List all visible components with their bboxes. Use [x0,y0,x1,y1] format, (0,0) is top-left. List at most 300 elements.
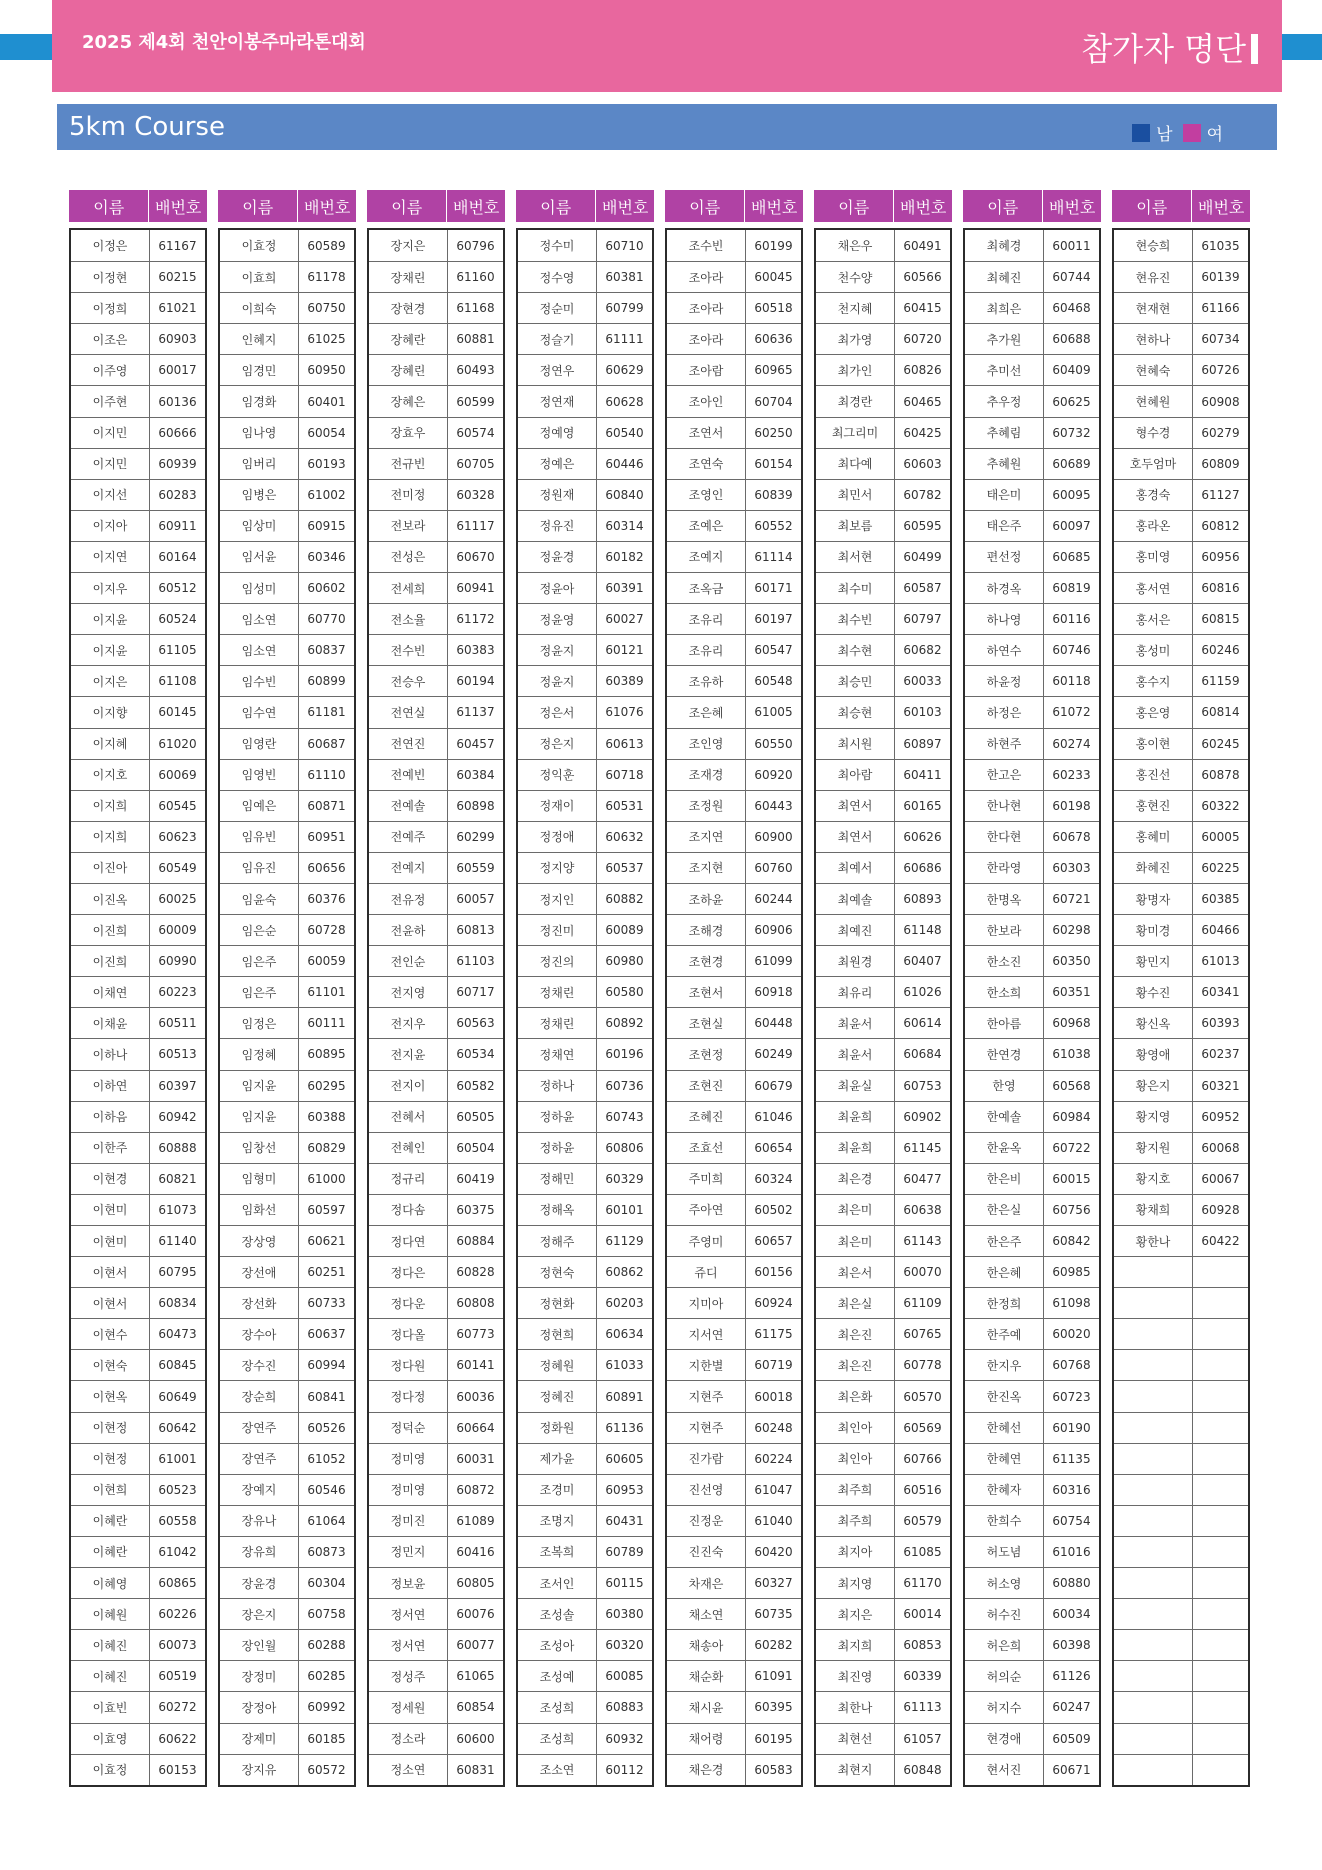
table-row [71,1225,205,1256]
bib-number: 60821 [158,1171,197,1186]
bib-number: 60721 [1052,892,1091,907]
bib-number: 60383 [456,643,495,658]
bib-number: 61109 [903,1296,942,1311]
participant-name: 임성미 [220,573,299,603]
roster-column [218,190,356,1787]
bib-number: 60666 [158,425,197,440]
bib-number: 60968 [1052,1016,1091,1031]
table-row [71,1505,205,1536]
table-row [667,479,801,510]
table-row [71,1038,205,1069]
participant-name: 정혜원 [518,1350,597,1380]
table-row [816,385,950,416]
table-row [518,1349,652,1380]
participant-name: 조지연 [667,822,746,852]
table-row [220,1225,354,1256]
bib-number: 60600 [456,1731,495,1746]
table-row [965,759,1099,790]
table-row [220,665,354,696]
participant-name: 이채윤 [71,1008,150,1038]
bib-number: 60766 [903,1451,942,1466]
bib-number: 60920 [754,767,793,782]
bib-number: 61166 [1201,301,1240,316]
table-row [1114,821,1248,852]
table-row [816,945,950,976]
bib-number: 60054 [307,425,346,440]
participant-name: 추미선 [965,355,1044,385]
participant-name: 정하윤 [518,1133,597,1163]
bib-number: 60196 [605,1047,644,1062]
roster-body [367,228,505,1787]
bib-number: 60282 [754,1638,793,1653]
bib-number: 60845 [158,1358,197,1373]
bib-number: 60915 [307,518,346,533]
bib-number: 60512 [158,581,197,596]
participant-name: 최주희 [816,1506,895,1536]
bib-number: 60027 [605,612,644,627]
participant-name: 한주예 [965,1319,1044,1349]
table-row [220,852,354,883]
bib-header: 배번호 [446,190,505,222]
bib-number: 60765 [903,1327,942,1342]
table-row [965,790,1099,821]
top-banner [52,0,1282,92]
table-row [965,448,1099,479]
bib-number [1193,1319,1248,1349]
bib-number: 60190 [1052,1420,1091,1435]
participant-name: 추우정 [965,386,1044,416]
table-row [518,1007,652,1038]
table-row [518,1132,652,1163]
bib-number: 60197 [754,612,793,627]
bib-number: 60841 [307,1389,346,1404]
table-row [965,1349,1099,1380]
bib-number: 61072 [1052,705,1091,720]
table-row [1114,1007,1248,1038]
table-row [667,945,801,976]
bib-number: 60815 [1201,612,1240,627]
table-row [518,1691,652,1722]
participant-name: 홍성미 [1114,635,1193,665]
participant-name: 정다은 [369,1257,448,1287]
bib-number: 60165 [903,798,942,813]
table-row [816,914,950,945]
bib-number: 60519 [158,1669,197,1684]
table-row [667,1349,801,1380]
participant-name: 이현수 [71,1319,150,1349]
participant-name: 한소희 [965,977,1044,1007]
participant-name: 최예솔 [816,884,895,914]
table-row [220,821,354,852]
bib-number: 60034 [1052,1607,1091,1622]
participant-name: 장정아 [220,1692,299,1722]
bib-number [1193,1506,1248,1536]
participant-name: 이지희 [71,791,150,821]
bib-number: 60732 [1052,425,1091,440]
name-header: 이름 [540,197,572,217]
bib-number: 61033 [605,1358,644,1373]
table-row [816,417,950,448]
bib-number: 61026 [903,985,942,1000]
table-row [965,261,1099,292]
participant-name: 정윤영 [518,604,597,634]
bib-number: 60799 [605,301,644,316]
bib-number: 60628 [605,394,644,409]
table-row [518,603,652,634]
bib-number: 60895 [307,1047,346,1062]
bib-number: 60085 [605,1669,644,1684]
table-row [369,1349,503,1380]
table-row [518,1567,652,1598]
bib-number: 61175 [754,1327,793,1342]
participant-name: 황수진 [1114,977,1193,1007]
bib-number: 60595 [903,518,942,533]
table-row [816,1598,950,1629]
participant-name: 조아라 [667,262,746,292]
bib-number: 60346 [307,549,346,564]
table-row [1114,1443,1248,1474]
table-row [518,696,652,727]
bib-number: 60422 [1201,1234,1240,1249]
bib-number: 61105 [158,643,197,658]
bib-number: 60411 [903,767,942,782]
table-row [816,1007,950,1038]
participant-name: 정보윤 [369,1568,448,1598]
table-row [1114,354,1248,385]
table-row [369,1318,503,1349]
bib-number: 61108 [158,674,197,689]
table-row [220,1349,354,1380]
bib-number: 60686 [903,860,942,875]
table-row [220,1567,354,1598]
table-row [816,1443,950,1474]
participant-name: 이진아 [71,853,150,883]
roster-body [1112,228,1250,1787]
participant-name: 한희수 [965,1506,1044,1536]
table-row [667,1194,801,1225]
table-row [1114,665,1248,696]
participant-name: 전연실 [369,697,448,727]
table-row [965,1598,1099,1629]
participant-name: 이지향 [71,697,150,727]
bib-number: 60634 [605,1327,644,1342]
bib-number: 60746 [1052,643,1091,658]
participant-name: 한소진 [965,946,1044,976]
bib-number: 60059 [307,954,346,969]
table-row [71,448,205,479]
bib-number: 60951 [307,829,346,844]
bib-number: 60837 [307,643,346,658]
table-row [667,728,801,759]
participant-name: 전세희 [369,573,448,603]
table-row [816,759,950,790]
table-row [369,1691,503,1722]
participant-name: 조정원 [667,791,746,821]
bib-number: 60911 [158,518,197,533]
participant-name: 장수진 [220,1350,299,1380]
participant-name: 정재이 [518,791,597,821]
bib-number: 60322 [1201,798,1240,813]
participant-name: 장연주 [220,1444,299,1474]
table-row [667,1660,801,1691]
bib-number: 60778 [903,1358,942,1373]
bib-number: 60401 [307,394,346,409]
participant-name: 조연숙 [667,449,746,479]
participant-name: 전윤하 [369,915,448,945]
table-row [816,261,950,292]
participant-name: 임나영 [220,418,299,448]
table-row [816,1256,950,1287]
bib-number: 60884 [456,1234,495,1249]
table-row [965,1070,1099,1101]
table-row [816,510,950,541]
bib-number: 60602 [307,581,346,596]
table-row [369,1443,503,1474]
participant-name: 전승우 [369,666,448,696]
bib-header: 배번호 [148,190,207,222]
participant-name: 조옥금 [667,573,746,603]
bib-number: 60245 [1201,736,1240,751]
table-row [220,541,354,572]
bib-number: 60299 [456,829,495,844]
table-row [369,1754,503,1785]
participant-name: 조유하 [667,666,746,696]
table-row [518,665,652,696]
bib-header: 배번호 [744,190,803,222]
participant-name: 조유리 [667,604,746,634]
table-row [220,1070,354,1101]
bib-number: 60942 [158,1109,197,1124]
participant-name: 조하윤 [667,884,746,914]
table-row [220,634,354,665]
participant-name: 이혜란 [71,1506,150,1536]
roster-body [218,228,356,1787]
bib-number: 60249 [754,1047,793,1062]
table-row [220,945,354,976]
course-bar [57,104,1277,150]
participant-name: 허은희 [965,1630,1044,1660]
table-row [369,1474,503,1505]
participant-name: 최예서 [816,853,895,883]
participant-name: 홍라온 [1114,511,1193,541]
table-row [816,1132,950,1163]
table-row [1114,914,1248,945]
left-accent-strip [0,34,56,60]
table-row [965,1474,1099,1505]
participant-name: 최윤희 [816,1133,895,1163]
bib-number: 60704 [754,394,793,409]
bib-number: 61020 [158,736,197,751]
participant-name: 주영미 [667,1226,746,1256]
table-row [71,1723,205,1754]
bib-number: 60516 [903,1482,942,1497]
participant-name: 최혜경 [965,230,1044,261]
bib-number [1193,1475,1248,1505]
participant-name: 임윤숙 [220,884,299,914]
participant-name: 호두엄마 [1114,449,1193,479]
participant-name: 한혜선 [965,1413,1044,1443]
participant-name: 장은지 [220,1599,299,1629]
participant-name: 임소연 [220,635,299,665]
participant-name: 임유진 [220,853,299,883]
participant-name: 정해민 [518,1164,597,1194]
participant-name: 최예진 [816,915,895,945]
bib-number: 60164 [158,549,197,564]
table-row [220,1380,354,1411]
table-row [518,1070,652,1101]
participant-name: 홍진선 [1114,760,1193,790]
bib-number: 60195 [754,1731,793,1746]
participant-name: 정순미 [518,293,597,323]
table-row [71,1474,205,1505]
participant-name: 정지인 [518,884,597,914]
participant-name: 정예은 [518,449,597,479]
participant-name: 이현정 [71,1444,150,1474]
bib-number: 60768 [1052,1358,1091,1373]
participant-name: 정서연 [369,1599,448,1629]
table-row [518,417,652,448]
bib-number: 60878 [1201,767,1240,782]
table-row [220,603,354,634]
participant-name: 정윤경 [518,542,597,572]
participant-name: 최가인 [816,355,895,385]
participant-name: 한명옥 [965,884,1044,914]
name-header: 이름 [838,197,870,217]
participant-name: 최인아 [816,1413,895,1443]
table-row [1114,230,1248,261]
participant-name: 현승희 [1114,230,1193,261]
participant-name: 정진미 [518,915,597,945]
bib-number: 60671 [1052,1762,1091,1777]
name-header: 이름 [242,197,274,217]
table-row [71,1349,205,1380]
participant-name: 최수미 [816,573,895,603]
bib-number: 60549 [158,860,197,875]
participant-name: 최현지 [816,1755,895,1785]
bib-number: 60808 [456,1296,495,1311]
table-row [71,1101,205,1132]
table-row [369,479,503,510]
bib-number: 60283 [158,487,197,502]
doc-title: 참가자 명단 [1081,30,1246,68]
table-row [1114,1567,1248,1598]
participant-name: 이정희 [71,293,150,323]
participant-name: 이지은 [71,666,150,696]
bib-number: 60722 [1052,1140,1091,1155]
bib-number: 60089 [605,923,644,938]
bib-number: 60288 [307,1638,346,1653]
participant-name: 장인월 [220,1630,299,1660]
table-row [220,790,354,821]
table-row [71,976,205,1007]
name-header: 이름 [391,197,423,217]
table-row [965,479,1099,510]
bib-number: 60622 [158,1731,197,1746]
participant-name: 정채린 [518,1008,597,1038]
table-row [369,852,503,883]
participant-name: 홍이현 [1114,729,1193,759]
bib-number: 60880 [1052,1576,1091,1591]
table-row [369,292,503,323]
participant-name: 임지윤 [220,1071,299,1101]
participant-name: 천지혜 [816,293,895,323]
bib-number: 61052 [307,1451,346,1466]
bib-number: 60388 [307,1109,346,1124]
participant-name: 임서윤 [220,542,299,572]
bib-number: 60285 [307,1669,346,1684]
table-row [816,230,950,261]
participant-name [1114,1755,1193,1785]
bib-number: 60193 [307,456,346,471]
table-row [71,1629,205,1660]
bib-number: 60011 [1052,238,1091,253]
bib-number: 60664 [456,1420,495,1435]
participant-name: 홍현진 [1114,791,1193,821]
table-row [518,1629,652,1660]
table-row [369,1412,503,1443]
participant-name: 황채희 [1114,1195,1193,1225]
table-row [518,385,652,416]
bib-number: 60862 [605,1265,644,1280]
participant-name: 최민서 [816,480,895,510]
table-row [965,292,1099,323]
table-row [667,261,801,292]
participant-name: 전인순 [369,946,448,976]
participant-name: 장효우 [369,418,448,448]
participant-name: 장혜란 [369,324,448,354]
bib-number: 60303 [1052,860,1091,875]
participant-name: 현혜원 [1114,386,1193,416]
table-row [71,821,205,852]
bib-number: 60327 [754,1576,793,1591]
bib-number: 61135 [1052,1451,1091,1466]
bib-number: 61047 [754,1482,793,1497]
participant-name: 정하윤 [518,1102,597,1132]
table-row [71,603,205,634]
bib-number: 60531 [605,798,644,813]
bib-number: 60328 [456,487,495,502]
legend-label-male: 남 [1156,125,1173,145]
participant-name: 홍서연 [1114,573,1193,603]
table-row [1114,603,1248,634]
participant-name: 임유빈 [220,822,299,852]
bib-header: 배번호 [893,190,952,222]
bib-number: 60992 [307,1700,346,1715]
bib-number: 60743 [605,1109,644,1124]
participant-name: 임수연 [220,697,299,727]
roster-body [69,228,207,1787]
bib-number: 61167 [158,238,197,253]
table-row [518,1380,652,1411]
participant-name: 조서인 [518,1568,597,1598]
bib-number: 60017 [158,363,197,378]
table-row [965,354,1099,385]
bib-number: 60597 [307,1202,346,1217]
bib-number [1193,1257,1248,1287]
bib-number [1193,1350,1248,1380]
bib-number [1193,1537,1248,1567]
bib-number: 60621 [307,1234,346,1249]
participant-name: 조명지 [518,1506,597,1536]
participant-name: 전유정 [369,884,448,914]
bib-number: 60614 [903,1016,942,1031]
table-row [816,572,950,603]
participant-name: 임은주 [220,977,299,1007]
bib-number: 60505 [456,1109,495,1124]
bib-number: 60298 [1052,923,1091,938]
table-row [518,1256,652,1287]
bib-number: 60215 [158,270,197,285]
